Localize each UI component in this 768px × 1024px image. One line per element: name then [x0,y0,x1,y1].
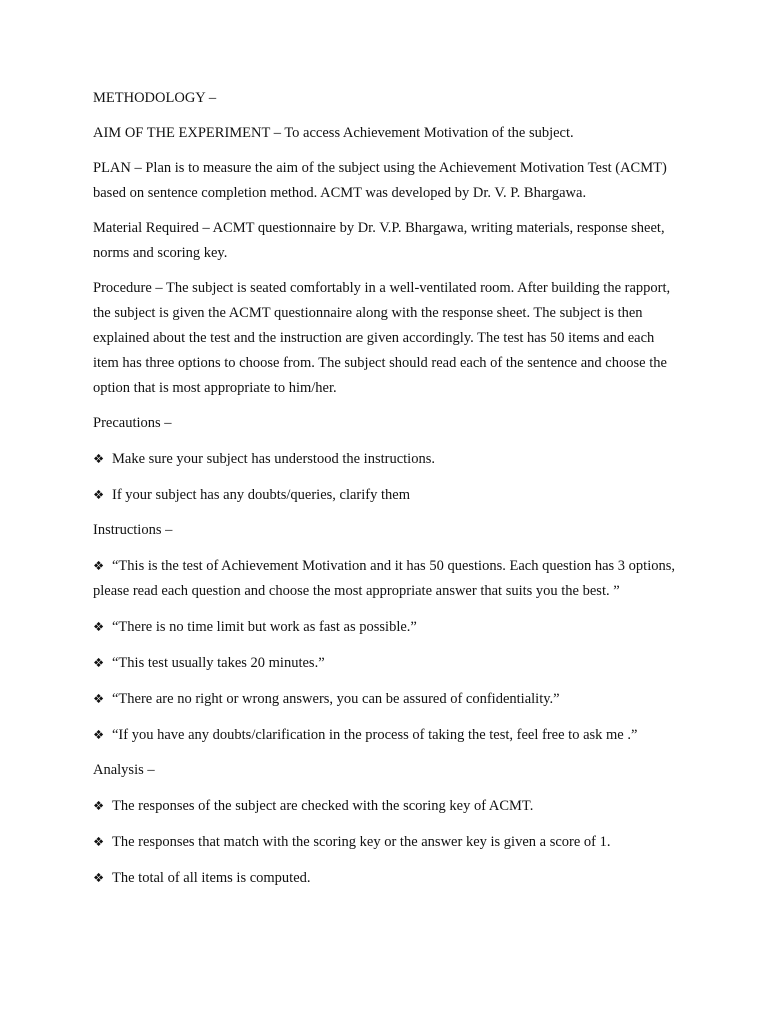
instruction-item [93,650,678,676]
analysis-item [93,793,678,819]
material-paragraph: Material Required – ACMT questionnaire by Dr. V.P. Bhargawa, writing materials, response sheet, norms and scoring key. [93,220,665,261]
diamond-bullet-icon: ❖ [93,870,105,885]
instruction-text: “This is the test of Achievement Motivation and it has 50 questions. Each question has 3 options, please read each question and choose the most appropriate answer that suits you the best. ” [93,558,676,599]
precaution-item [93,482,678,508]
methodology-heading: METHODOLOGY – [93,90,217,106]
instruction-item [93,722,678,748]
precaution-item [93,446,678,472]
procedure-paragraph: Procedure – The subject is seated comfortably in a well-ventilated room. After building the rapport, the subject is given the ACMT questionnaire along with the response sheet. The subject is then explained about the test and the instruction are given accordingly. The test has 50 items and each item has three options to choose from. The subject should read each of the sentence and choose the option that is most appropriate to him/her. [93,280,671,396]
precautions-heading: Precautions – [93,415,172,431]
diamond-bullet-icon: ❖ [93,691,105,706]
diamond-bullet-icon: ❖ [93,619,105,634]
precaution-text: If your subject has any doubts/queries, clarify them [112,487,410,503]
document-page [93,86,678,901]
analysis-item [93,829,678,855]
diamond-bullet-icon: ❖ [93,451,105,466]
diamond-bullet-icon: ❖ [93,655,105,670]
instruction-text: “There is no time limit but work as fast as possible.” [112,619,417,635]
plan-paragraph: PLAN – Plan is to measure the aim of the subject using the Achievement Motivation Test (ACMT) based on sentence completion method. ACMT was developed by Dr. V. P. Bhargawa. [93,160,667,201]
diamond-bullet-icon: ❖ [93,487,105,502]
analysis-item [93,865,678,891]
aim-paragraph: AIM OF THE EXPERIMENT – To access Achievement Motivation of the subject. [93,125,574,141]
diamond-bullet-icon: ❖ [93,834,105,849]
analysis-text: The responses of the subject are checked with the scoring key of ACMT. [112,798,534,814]
analysis-text: The responses that match with the scoring key or the answer key is given a score of 1. [112,834,611,850]
analysis-heading: Analysis – [93,762,155,778]
analysis-text: The total of all items is computed. [112,870,311,886]
diamond-bullet-icon: ❖ [93,727,105,742]
instruction-text: “This test usually takes 20 minutes.” [112,655,325,671]
instruction-text: “There are no right or wrong answers, you can be assured of confidentiality.” [112,691,560,707]
diamond-bullet-icon: ❖ [93,798,105,813]
instruction-item [93,614,678,640]
instruction-item [93,553,678,604]
instruction-item [93,686,678,712]
precaution-text: Make sure your subject has understood the instructions. [112,451,435,467]
instruction-text: “If you have any doubts/clarification in the process of taking the test, feel free to ask me .” [112,727,638,743]
diamond-bullet-icon: ❖ [93,558,105,573]
instructions-heading: Instructions – [93,522,173,538]
